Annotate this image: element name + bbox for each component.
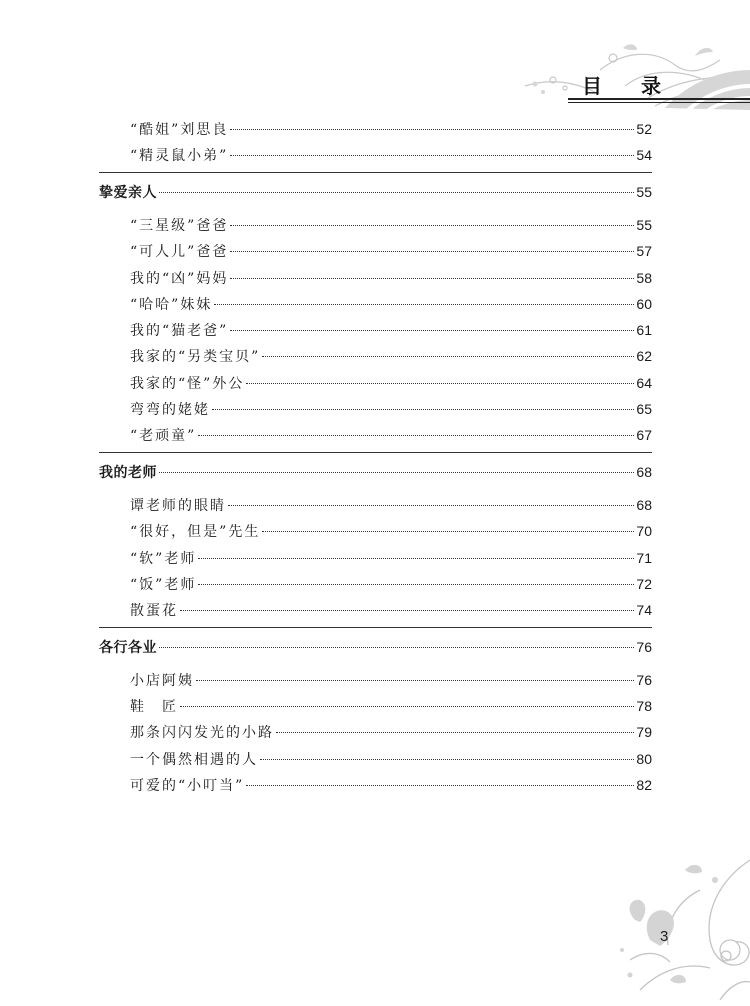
toc-section[interactable] [99,181,652,203]
toc-entry[interactable] [130,293,652,315]
toc-page-number: 55 [636,216,652,233]
toc-page-number: 68 [636,496,652,513]
toc-page-number: 74 [636,602,652,619]
dot-leader [230,250,634,252]
toc-entry-title: 弯弯的姥姥 [130,402,210,418]
footer-floral-ornament [610,850,750,1006]
toc-page-number: 57 [636,243,652,260]
dot-leader [198,557,634,559]
toc-page-number: 58 [636,269,652,286]
dot-leader [198,434,634,436]
dot-leader [276,731,634,733]
dot-leader [246,382,634,384]
toc-entry[interactable] [130,214,652,236]
toc-entry[interactable] [130,118,652,140]
toc-entry-title: 小店阿姨 [130,672,194,689]
toc-entry[interactable] [130,695,652,717]
toc-entry[interactable] [130,669,652,691]
toc-entry-title: “软”老师 [130,550,197,567]
toc-entry-title: “酷姐”刘思良 [130,122,229,138]
toc-entry[interactable] [130,721,652,743]
dot-leader [159,471,634,473]
dot-leader [246,784,634,786]
toc-page-number: 62 [636,348,652,365]
toc-entry[interactable] [130,319,652,341]
toc-page-number: 54 [636,147,652,164]
toc-entry-title: “老顽童” [130,428,197,445]
dot-leader [230,154,634,156]
toc-entry-title: 谭老师的眼睛 [130,497,226,514]
toc-page-number: 80 [636,750,652,767]
toc-entry-title: 我家的“另类宝贝” [130,349,261,366]
dot-leader [180,609,634,611]
toc-entry[interactable] [130,547,652,569]
toc-section-title: 我的老师 [99,465,157,482]
page-number: 3 [660,928,669,945]
section-divider [99,452,652,453]
dot-leader [196,679,634,681]
section-divider [99,172,652,173]
toc-entry[interactable] [130,748,652,770]
toc-section[interactable] [99,636,652,658]
toc-entry-title: 我家的“怪”外公 [130,375,245,392]
toc-page-number: 76 [636,638,652,655]
dot-leader [230,224,634,226]
toc-section-title: 各行各业 [99,639,157,656]
dot-leader [212,408,634,410]
toc-entry-title: 可爱的“小叮当” [130,777,245,794]
toc-entry-title: 一个偶然相遇的人 [130,751,258,768]
toc-entry[interactable] [130,520,652,542]
toc-entry-title: 散蛋花 [130,603,178,620]
dot-leader [198,583,634,585]
toc-entry-title: “精灵鼠小弟” [130,148,229,165]
toc-page-number: 65 [636,401,652,417]
toc-entry[interactable] [130,372,652,394]
toc-entry[interactable] [130,573,652,595]
toc-page-number: 76 [636,671,652,688]
toc-entry-title: 我的“凶”妈妈 [130,270,229,287]
toc-page-number: 82 [636,776,652,793]
toc-entry[interactable] [130,398,652,420]
toc-page-number: 68 [636,464,652,481]
dot-leader [214,303,634,305]
toc-page-number: 67 [636,427,652,444]
header-rule [568,98,750,100]
toc-section-title: 挚爱亲人 [99,185,157,202]
dot-leader [262,355,634,357]
toc-entry[interactable] [130,774,652,796]
dot-leader [230,277,634,279]
dot-leader [180,705,634,707]
toc-entry-title: 鞋 匠 [130,699,178,715]
toc-entry-title: “可人儿”爸爸 [130,244,229,261]
toc-entry-title: “很好，但是”先生 [130,524,261,541]
header-rule-thin [568,102,750,103]
toc-entry[interactable] [130,144,652,166]
toc-page-number: 79 [636,724,652,741]
toc-page-number: 78 [636,698,652,714]
dot-leader [230,128,634,130]
toc-page-number: 72 [636,575,652,592]
dot-leader [159,191,634,193]
toc-entry-title: 那条闪闪发光的小路 [130,725,274,742]
toc-page-number: 55 [636,184,652,201]
toc-entry[interactable] [130,494,652,516]
dot-leader [262,530,634,532]
dot-leader [230,329,634,331]
toc-entry[interactable] [130,424,652,446]
toc-page-number: 64 [636,374,652,391]
section-divider [99,627,652,628]
toc-entry-title: “三星级”爸爸 [130,217,229,234]
toc-entry[interactable] [130,345,652,367]
toc-page-number: 70 [636,523,652,540]
dot-leader [159,646,634,648]
toc-entry[interactable] [130,240,652,262]
toc-page-number: 61 [636,322,652,339]
toc-entry-title: “饭”老师 [130,576,197,593]
dot-leader [260,758,634,760]
page-header-title: 目 录 [582,74,677,98]
toc-page-number: 60 [636,295,652,312]
toc-page-number: 52 [636,121,652,137]
toc-page-number: 71 [636,549,652,566]
toc-entry[interactable] [130,267,652,289]
toc-entry-title: 我的“猫老爸” [130,323,229,340]
toc-entry[interactable] [130,599,652,621]
dot-leader [228,504,634,506]
toc-section[interactable] [99,461,652,483]
toc-entry-title: “哈哈”妹妹 [130,296,213,313]
